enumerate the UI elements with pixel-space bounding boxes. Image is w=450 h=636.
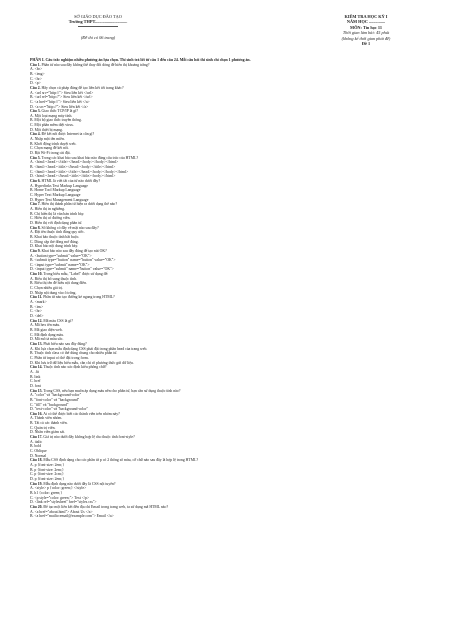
question-17: Câu 17. Giá trị nào dưới đây không hợp lệ cho thuộc tính font-style? (30, 435, 135, 440)
question-3: Câu 3. Giao thức TCP/IP là gì? (30, 109, 78, 114)
answer-option: B. Khai báo thuộc tính bắt buộc. (30, 234, 80, 239)
answer-option: D. <del> (30, 314, 44, 319)
answer-option: D. Nhập nội dung vào ô trống. (30, 290, 77, 295)
answer-option: C. Quản trị viên. (30, 425, 56, 430)
answer-option: D. Một thiết bị mạng. (30, 127, 63, 132)
answer-option: D. <link rel="stylesheet" href="styles.css"> (30, 500, 97, 505)
answer-option: D. <input type="submit" name="button" value="OK"> (30, 267, 114, 272)
answer-option: B. Chỉ hiển thị là văn bản trình bày. (30, 211, 85, 216)
answer-option: A. <button type="submit" value="OK"> (30, 253, 92, 258)
answer-option: C. Hyper Text Markup Language (30, 192, 81, 197)
answer-option: B. Mã giao diện web. (30, 328, 63, 332)
answer-option: D. font (30, 383, 41, 388)
answer-option: B. link (30, 374, 41, 379)
department-name: SỞ GIÁO DỤC ĐÀO TẠO (74, 14, 122, 19)
question-14: Câu 14. Thuộc tính nào xác định kiểu phông chữ? (30, 365, 107, 370)
exam-header (30, 12, 428, 58)
question-13: Câu 13. Phát biểu nào sau đây đúng? (30, 341, 87, 346)
answer-option: C. Mã định dạng màu. (30, 332, 64, 337)
answer-option: A. p {font-size: 2em;} (30, 463, 65, 468)
answer-option: D. <a src="http://"> Sieu liên kết </a> (30, 104, 89, 109)
answer-option: B. p {font-size: 2em;} (30, 467, 64, 472)
answer-option: C. Phần tử input có thể đặt trong form. (30, 355, 89, 360)
answer-option: C. Oblique (30, 449, 47, 454)
page-count-note: (Đề thi có 06 trang) (80, 34, 116, 40)
answer-option: C. href (30, 379, 41, 384)
answer-option: A. "color" và "background-color" (30, 393, 82, 398)
question-12: Câu 12. Mã màu CSS là gì? (30, 318, 73, 323)
answer-option: B. h1 {color: green;} (30, 490, 63, 495)
question-6: Câu 6. HTML là viết tắt của từ nào dưới đây? (30, 179, 100, 183)
answer-option: C. <input type="submit" name="OK"> (30, 262, 90, 267)
answer-option: D. Mã mô tả màu sắc. (30, 337, 64, 342)
answer-option: C. <p style="color: green;"> Text </p> (30, 495, 90, 500)
question-list (30, 63, 428, 519)
answer-option: B. Thuộc tính class có thể dùng chung cho nhiều phần tử. (30, 351, 118, 356)
question-9: Câu 9. Khai báo nào sau đây đúng để tạo nút OK? (30, 248, 107, 253)
answer-option: B. <submit type="button" name="button" value="OK"> (30, 258, 116, 263)
answer-option: A. Đặt tên thuộc tính đúng quy ước. (30, 230, 85, 235)
answer-option: D. Normal (30, 453, 47, 458)
answer-option: A. <style> p {color: green;} </style> (30, 486, 87, 491)
answer-option: D. Hiển thị với định dạng phần tử. (30, 220, 83, 225)
question-5: Câu 5. Trong các khai báo sau khai báo nào đúng cấu trúc của HTML? (30, 155, 139, 160)
school-name: Trường THPT.............................. (68, 19, 128, 25)
answer-option: C. Một phần mềm diệt virus. (30, 123, 74, 128)
question-11: Câu 11. Phần tử nào tạo đường kẻ ngang trong HTML? (30, 295, 115, 300)
answer-option: B. Tất cả các thành viên. (30, 421, 68, 426)
answer-option: B. Khởi động trình duyệt web. (30, 141, 77, 146)
question-8: Câu 8. Số không có đầy về mặt nào sau đây? (30, 225, 99, 230)
question-4: Câu 4. Để kết nối được Internet ta cần gì? (30, 132, 95, 137)
school-block (38, 14, 158, 40)
answer-option: C. <a href="http://"> Sieu liên kết </a> (30, 99, 90, 104)
answer-option: B. <html><head><title></head><body></title></html> (30, 165, 116, 170)
answer-option: A. <url src="http://"> Sieu liên kết </url> (30, 90, 94, 95)
answer-option: D. p {font-size: 2em;} (30, 477, 65, 481)
answer-option: D. Nhân viên giám sát. (30, 430, 66, 435)
answer-option: D. <p> (30, 81, 41, 86)
question-15: Câu 15. Trong CSS, nếu bạn muốn áp dụng màu nền cho phần tử, bạn cần sử dụng thuộc tính nào? (30, 388, 181, 393)
answer-option: D. "text-color" và "background-color" (30, 407, 89, 412)
answer-option: B. "font-color" và "background" (30, 397, 80, 402)
answer-option: C. <hr> (30, 76, 42, 81)
answer-option: B. Home Tool Markup Language (30, 188, 81, 193)
exam-page (30, 12, 428, 519)
question-16: Câu 16. Ai có thể được biết các thành viên trên nhóm này? (30, 411, 120, 416)
answer-option: A. Khi lựa chọn mẫu định dạng CSS phải đặt trong phần head của trang web. (30, 346, 148, 351)
question-1: Câu 1. Phần tử nào sau đây không thể thay đổi dòng để hiển thị khoảng trắng? (30, 62, 150, 67)
exam-info-block (306, 14, 426, 46)
answer-option: D. Khi lưu trữ dữ liệu biểu mẫu, cần chỉ rõ phương thức gửi dữ liệu. (30, 360, 134, 365)
answer-option: D. Bật Wi-Fi trong cài đặt. (30, 151, 71, 156)
answer-option: A. Hyperlinks Text Markup Language (30, 183, 88, 188)
question-19: Câu 19. Mẫu định dạng nào dưới đây là CSS nội tuyến? (30, 481, 116, 486)
exam-title: KIỂM TRA HỌC KỲ I (344, 14, 388, 19)
answer-option: A. <br> (30, 67, 43, 72)
exam-code: Đề 1 (361, 41, 371, 47)
answer-option: C. Chọn mạng để kết nối. (30, 146, 69, 151)
question-18: Câu 18. Mẫu CSS định dạng cho các phần tử p có 2 thông số màu, cỡ chữ nào sau đây là hợp lệ trong HTML? (30, 458, 199, 463)
answer-option: A. <html><head></title></head><body></body></html> (30, 160, 119, 165)
school-year: NĂM HỌC ............... (346, 19, 386, 25)
question-10: Câu 10. Trong biểu mẫu, "Label" được sử dụng để: (30, 272, 109, 277)
answer-option: A. <mark> (30, 300, 47, 305)
answer-option: C. Hiển thị có đường viền. (30, 216, 71, 221)
answer-option: A. Thành viên nhóm. (30, 416, 63, 421)
answer-option: A. italic (30, 439, 43, 444)
subject: MÔN: Tin học 11 (350, 24, 382, 30)
answer-option: C. "fill" và "background" (30, 402, 69, 407)
answer-option: A. Nhập một tên miền. (30, 137, 65, 142)
answer-option: C. p {font-size: 2cm;} (30, 472, 64, 477)
answer-option: C. Chọn nhiều giá trị. (30, 286, 63, 291)
time-note: (không kể thời gian phát đề) (341, 35, 391, 41)
answer-option: B. bold (30, 444, 42, 449)
answer-option: B. <img> (30, 71, 45, 76)
part-title: PHẦN I. Câu trắc nghiệm nhiều phương án lựa chọn. Thí sinh trả lời từ câu 1 đến câu 24. Mỗi câu hỏi thí sinh chỉ chọn 1 phương án. (30, 58, 251, 62)
answer-option: B. <a href="mailto:email@example.com"> Email </a> (30, 514, 114, 519)
answer-option: A. .fit (30, 369, 39, 374)
question-7: Câu 7. Hiển thị thành phần tử hiện ra dưới dạng thế nào? (30, 202, 118, 207)
answer-option: C. <hr> (30, 309, 42, 314)
answer-option: C. Dùng cặp thẻ đóng mở đúng. (30, 239, 79, 244)
answer-option: B. Một bộ giao thức truyền thông. (30, 118, 82, 123)
answer-option: B. Biểu thị tên để hiểu nội dung điền. (30, 281, 87, 286)
answer-option: C. <html><head><title></title></head><body></body></html> (30, 169, 129, 174)
question-20: Câu 20. Để tạo một liên kết đến địa chỉ Email trong trang web, ta sử dụng mã HTML nào? (30, 504, 169, 509)
answer-option: A. <a href="about.html"> About Us </a> (30, 509, 93, 514)
answer-option: B. <url rel="http://"> Sieu liên kết </url> (30, 95, 93, 100)
answer-option: A. Mã hex tên màu. (30, 323, 61, 328)
answer-option: A. Biểu thị bổ sung thuộc tính. (30, 276, 77, 281)
answer-option: D. <html><head></head><title></title><body></html> (30, 174, 116, 179)
answer-option: A. Một loại mạng máy tính. (30, 113, 73, 118)
time-limit: Thời gian làm bài: 45 phút (342, 30, 390, 36)
answer-option: A. Hiển thị in nghiêng. (30, 206, 66, 211)
answer-option: B. <ins> (30, 304, 44, 309)
divider (78, 26, 118, 27)
answer-option: D. Hyper Text Management Language (30, 197, 89, 202)
answer-option: D. Khai báo nội dung trình bày. (30, 244, 79, 249)
question-2: Câu 2. Hãy chọn cú pháp đúng để tạo liên kết tới trang khác? (30, 85, 124, 90)
